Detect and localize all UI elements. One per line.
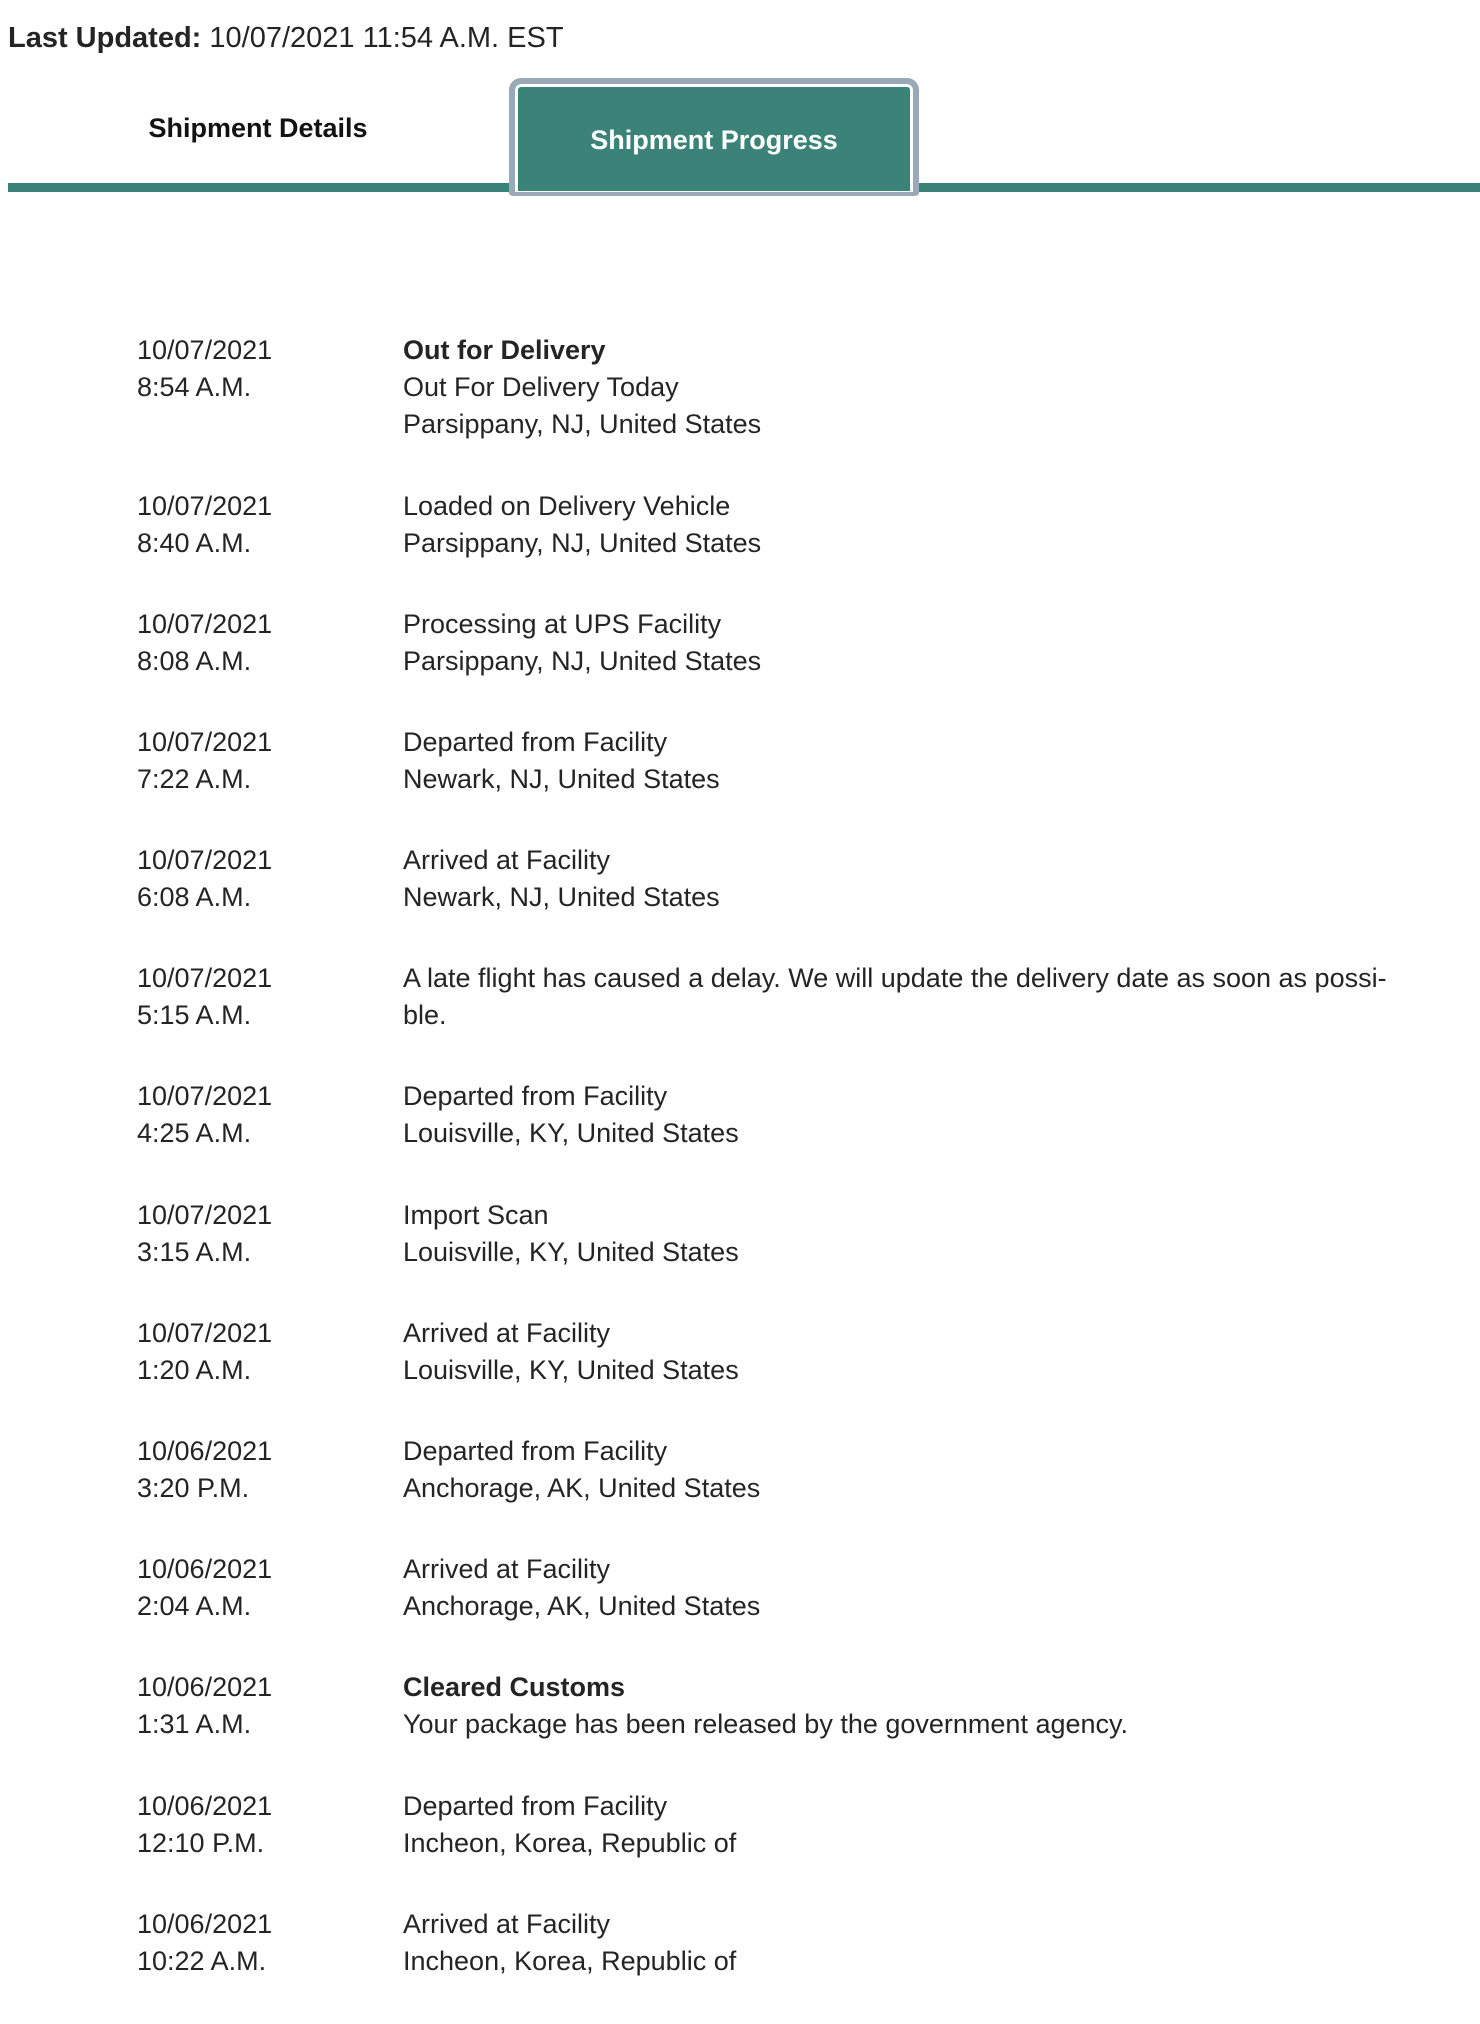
event-datetime bbox=[137, 1906, 387, 1980]
event-details bbox=[403, 842, 1408, 916]
last-updated-value: 10/07/2021 11:54 A.M. EST bbox=[209, 22, 564, 54]
event-details bbox=[403, 1906, 1408, 1980]
event-date: 10/06/2021 bbox=[137, 1554, 273, 1585]
event-time: 1:20 A.M. bbox=[137, 1354, 252, 1385]
last-updated bbox=[8, 20, 564, 56]
event-time: 10:22 A.M. bbox=[137, 1945, 267, 1976]
event-status: Arrived at Facility bbox=[403, 1908, 611, 1939]
event-details bbox=[403, 1433, 1408, 1507]
event-details bbox=[403, 1315, 1408, 1389]
event-status: Departed from Facility bbox=[403, 1436, 668, 1466]
event-location: Newark, NJ, United States bbox=[403, 882, 720, 913]
event-time: 5:15 A.M. bbox=[137, 1000, 252, 1031]
event-status: Loaded on Delivery Vehicle bbox=[403, 490, 731, 521]
event-location: Louisville, KY, United States bbox=[403, 1118, 739, 1149]
event-status: Processing at UPS Facility bbox=[403, 608, 722, 639]
event-datetime bbox=[137, 842, 387, 916]
event-details bbox=[403, 1197, 1408, 1271]
event-datetime bbox=[137, 1315, 387, 1389]
tab-bar bbox=[8, 76, 1480, 196]
event-datetime bbox=[137, 606, 387, 680]
event-date: 10/07/2021 bbox=[137, 1081, 273, 1112]
event-status: Departed from Facility bbox=[403, 726, 668, 757]
event-status: Cleared Customs bbox=[403, 1672, 626, 1703]
event-details bbox=[403, 1788, 1408, 1862]
event-datetime bbox=[137, 1433, 387, 1507]
progress-event-row bbox=[0, 332, 1480, 488]
event-location: Incheon, Korea, Republic of bbox=[403, 1827, 737, 1858]
event-time: 3:20 P.M. bbox=[137, 1473, 250, 1503]
event-status: Departed from Facility bbox=[403, 1790, 668, 1821]
event-time: 8:40 A.M. bbox=[137, 527, 252, 558]
progress-event-row bbox=[0, 1906, 1480, 2024]
event-datetime bbox=[137, 1197, 387, 1271]
event-details bbox=[403, 1078, 1408, 1152]
event-date: 10/07/2021 bbox=[137, 1317, 273, 1348]
event-location: Anchorage, AK, United States bbox=[403, 1473, 761, 1503]
event-details bbox=[403, 1551, 1408, 1625]
event-status: Arrived at Facility bbox=[403, 845, 611, 876]
event-datetime bbox=[137, 1551, 387, 1625]
progress-event-row bbox=[0, 1197, 1480, 1315]
event-date: 10/07/2021 bbox=[137, 335, 273, 365]
tab-shipment-details[interactable]: Shipment Details bbox=[8, 76, 508, 180]
event-time: 4:25 A.M. bbox=[137, 1118, 252, 1149]
event-details bbox=[403, 488, 1408, 562]
event-details bbox=[403, 1669, 1408, 1743]
event-status: Import Scan bbox=[403, 1199, 549, 1230]
event-datetime bbox=[137, 960, 387, 1034]
event-location: Louisville, KY, United States bbox=[403, 1354, 739, 1385]
event-date: 10/07/2021 bbox=[137, 726, 273, 757]
tab-shipment-progress[interactable]: Shipment Progress bbox=[509, 78, 919, 194]
event-datetime bbox=[137, 724, 387, 798]
last-updated-label: Last Updated: bbox=[8, 22, 202, 54]
event-status: Arrived at Facility bbox=[403, 1554, 611, 1585]
event-time: 8:08 A.M. bbox=[137, 645, 252, 676]
event-location: Parsippany, NJ, United States bbox=[403, 409, 762, 439]
progress-event-row bbox=[0, 606, 1480, 724]
event-location: Anchorage, AK, United States bbox=[403, 1591, 761, 1622]
progress-event-row bbox=[0, 842, 1480, 960]
event-status: Out for Delivery bbox=[403, 335, 606, 365]
event-date: 10/06/2021 bbox=[137, 1790, 273, 1821]
event-time: 1:31 A.M. bbox=[137, 1709, 252, 1740]
progress-event-row bbox=[0, 1433, 1480, 1551]
event-location: Parsippany, NJ, United States bbox=[403, 527, 762, 558]
progress-event-row bbox=[0, 488, 1480, 606]
event-location: ble. bbox=[403, 1000, 447, 1031]
event-date: 10/06/2021 bbox=[137, 1908, 273, 1939]
progress-event-row bbox=[0, 1078, 1480, 1196]
event-location: Louisville, KY, United States bbox=[403, 1236, 739, 1267]
event-description: Your package has been released by the government agency. bbox=[403, 1709, 1129, 1740]
event-details bbox=[403, 606, 1408, 680]
event-date: 10/06/2021 bbox=[137, 1436, 273, 1466]
event-date: 10/07/2021 bbox=[137, 963, 273, 994]
event-datetime bbox=[137, 1078, 387, 1152]
event-status: A late flight has caused a delay. We will update the delivery date as soon as possi- bbox=[403, 963, 1387, 994]
event-status: Arrived at Facility bbox=[403, 1317, 611, 1348]
event-date: 10/07/2021 bbox=[137, 608, 273, 639]
progress-event-row bbox=[0, 960, 1480, 1078]
event-location: Parsippany, NJ, United States bbox=[403, 645, 762, 676]
progress-event-row bbox=[0, 1669, 1480, 1787]
event-datetime bbox=[137, 488, 387, 562]
event-details bbox=[403, 724, 1408, 798]
event-description: Out For Delivery Today bbox=[403, 372, 679, 402]
progress-event-row bbox=[0, 724, 1480, 842]
event-status: Departed from Facility bbox=[403, 1081, 668, 1112]
event-datetime bbox=[137, 1788, 387, 1862]
event-datetime bbox=[137, 332, 387, 406]
event-date: 10/07/2021 bbox=[137, 845, 273, 876]
event-datetime bbox=[137, 1669, 387, 1743]
event-time: 3:15 A.M. bbox=[137, 1236, 252, 1267]
event-time: 6:08 A.M. bbox=[137, 882, 252, 913]
progress-event-row bbox=[0, 1788, 1480, 1906]
event-location: Incheon, Korea, Republic of bbox=[403, 1945, 737, 1976]
progress-event-row bbox=[0, 1315, 1480, 1433]
event-time: 12:10 P.M. bbox=[137, 1827, 265, 1858]
event-date: 10/06/2021 bbox=[137, 1672, 273, 1703]
progress-event-row bbox=[0, 1551, 1480, 1669]
event-time: 7:22 A.M. bbox=[137, 763, 252, 794]
event-time: 8:54 A.M. bbox=[137, 372, 252, 402]
event-details bbox=[403, 332, 1408, 443]
event-details bbox=[403, 960, 1408, 1034]
event-location: Newark, NJ, United States bbox=[403, 763, 720, 794]
event-date: 10/07/2021 bbox=[137, 490, 273, 521]
event-time: 2:04 A.M. bbox=[137, 1591, 252, 1622]
event-date: 10/07/2021 bbox=[137, 1199, 273, 1230]
shipment-progress-list bbox=[0, 332, 1480, 2024]
